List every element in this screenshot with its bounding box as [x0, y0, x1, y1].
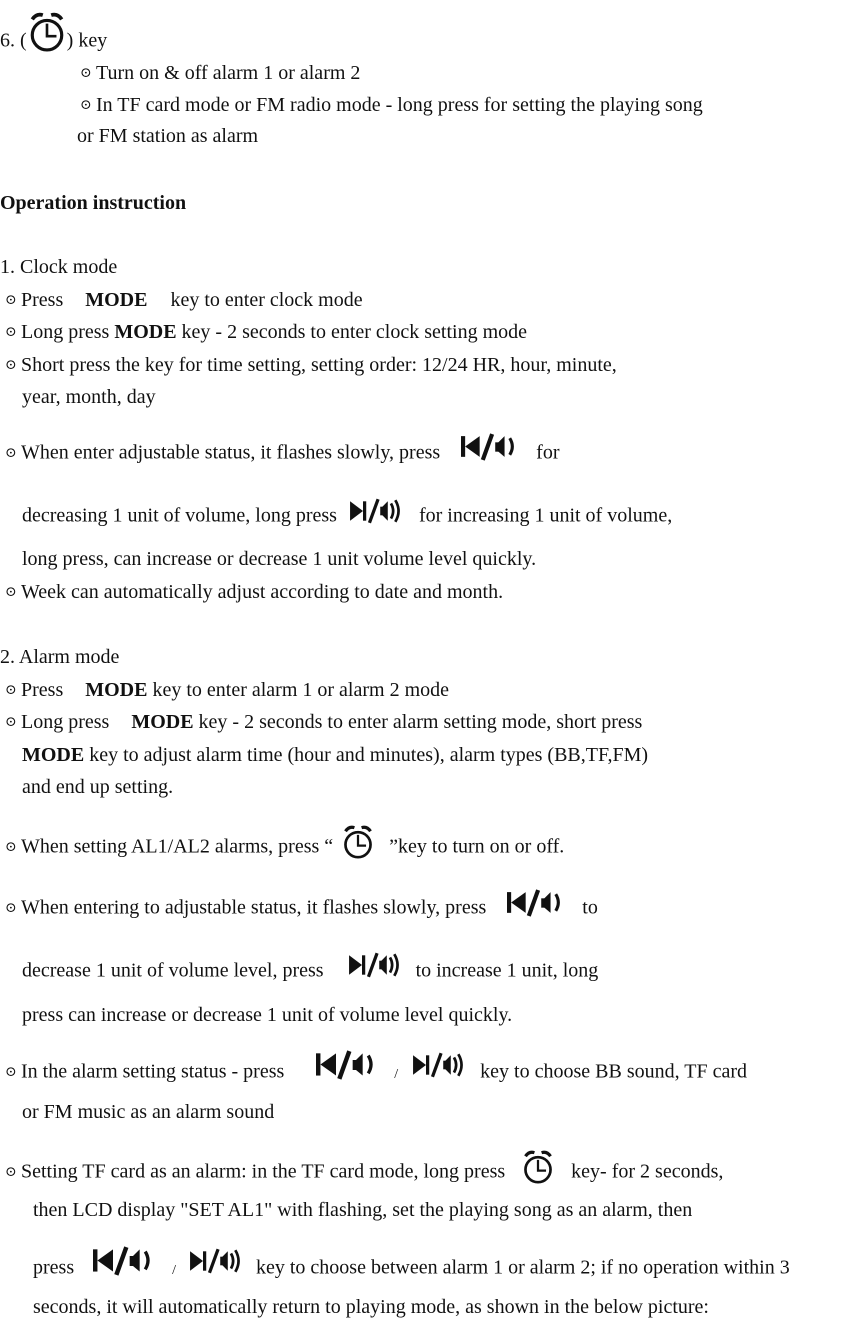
continuation-line [33, 1254, 790, 1284]
continuation-text: year, month, day [22, 386, 156, 408]
continuation-line [22, 743, 648, 767]
continuation-text: or FM music as an alarm sound [22, 1101, 275, 1123]
alarm-clock-icon [27, 12, 67, 52]
mode-key-label: MODE [114, 321, 177, 343]
separator: / [394, 1066, 399, 1082]
list-item [5, 1156, 723, 1190]
bullet-icon: ⊙ [5, 683, 17, 698]
text: Long press [21, 321, 115, 343]
section6-title [0, 22, 107, 62]
next-volume-up-icon [410, 1051, 470, 1079]
bullet-icon: ⊙ [5, 293, 17, 308]
text: key to choose BB sound, TF card [480, 1060, 747, 1083]
text: ”key to turn on or off. [389, 835, 565, 858]
continuation-text: or FM station as alarm [77, 125, 259, 147]
continuation-line [22, 958, 598, 986]
list-item [5, 895, 598, 923]
text: key to choose between alarm 1 or alarm 2; if no operation within 3 [256, 1256, 790, 1279]
list-item [5, 440, 560, 468]
bullet-icon: ⊙ [5, 445, 17, 461]
text: to [582, 896, 598, 919]
text: to increase 1 unit, long [415, 959, 599, 982]
text: for increasing 1 unit of volume, [418, 504, 673, 527]
prev-volume-down-icon [86, 1246, 160, 1276]
bullet-icon: ⊙ [5, 715, 17, 730]
section-heading: Operation instruction [0, 192, 187, 214]
next-volume-up-icon [346, 951, 406, 979]
continuation-text: press can increase or decrease 1 unit of volume level quickly. [22, 1004, 513, 1026]
list-item [5, 678, 449, 705]
bullet-icon: ⊙ [5, 585, 17, 600]
text: Press [21, 289, 64, 311]
text: Setting TF card as an alarm: in the TF card mode, long press [21, 1160, 506, 1183]
text: key to adjust alarm time (hour and minutes), alarm types (BB,TF,FM) [84, 744, 649, 766]
text: decrease 1 unit of volume level, press [22, 959, 324, 982]
bullet-icon: ⊙ [5, 1164, 17, 1180]
list-item [5, 710, 642, 737]
text: When setting AL1/AL2 alarms, press “ [21, 835, 334, 858]
mode-key-label: MODE [131, 711, 194, 733]
text: key to enter alarm 1 or alarm 2 mode [147, 679, 450, 701]
bullet-icon: ⊙ [80, 98, 92, 113]
next-volume-up-icon [345, 497, 409, 525]
continuation-text: then LCD display "SET AL1" with flashing, set the playing song as an alarm, then [33, 1199, 693, 1221]
list-item [5, 1058, 747, 1088]
text: key- for 2 seconds, [571, 1160, 724, 1183]
separator: / [172, 1262, 176, 1278]
clock-mode-title: 1. Clock mode [0, 256, 118, 278]
title-prefix: 6. ( [0, 29, 27, 52]
text: decreasing 1 unit of volume, long press [22, 504, 337, 527]
list-item [5, 288, 363, 315]
continuation-line [22, 503, 672, 531]
text: key - 2 seconds to enter alarm setting mode, short press [193, 711, 643, 733]
prev-volume-down-icon [310, 1050, 382, 1080]
item-text: In TF card mode or FM radio mode - long press for setting the playing song [96, 94, 703, 116]
list-item [5, 320, 527, 347]
text: Short press the key for time setting, setting order: 12/24 HR, hour, minute, [21, 354, 617, 376]
continuation-text: long press, can increase or decrease 1 unit volume level quickly. [22, 548, 537, 570]
alarm-mode-title: 2. Alarm mode [0, 646, 120, 668]
mode-key-label: MODE [85, 289, 148, 311]
bullet-icon: ⊙ [5, 900, 17, 916]
bullet-icon: ⊙ [5, 839, 17, 855]
text: Week can automatically adjust according to date and month. [21, 581, 504, 603]
alarm-clock-icon [341, 825, 375, 859]
text: press [33, 1256, 75, 1279]
list-item [80, 61, 360, 88]
text: Press [21, 679, 64, 701]
prev-volume-down-icon [500, 889, 570, 917]
text: In the alarm setting status - press [21, 1060, 285, 1083]
bullet-icon: ⊙ [5, 1064, 17, 1080]
alarm-clock-icon [521, 1150, 555, 1184]
bullet-icon: ⊙ [5, 358, 17, 373]
mode-key-label: MODE [22, 744, 85, 766]
next-volume-up-icon [188, 1247, 246, 1275]
text: When entering to adjustable status, it flashes slowly, press [21, 896, 487, 919]
bullet-icon: ⊙ [5, 325, 17, 340]
bullet-icon: ⊙ [80, 66, 92, 81]
list-item [80, 93, 703, 120]
text: Long press [21, 711, 110, 733]
item-text: Turn on & off alarm 1 or alarm 2 [96, 62, 361, 84]
prev-volume-down-icon [454, 433, 524, 461]
text: key to enter clock mode [170, 289, 363, 311]
title-suffix: ) key [66, 29, 108, 52]
text: When enter adjustable status, it flashes slowly, press [21, 441, 441, 464]
list-item [5, 831, 564, 865]
list-item [5, 353, 617, 380]
text: key - 2 seconds to enter clock setting mode [176, 321, 528, 343]
text: for [536, 441, 560, 464]
continuation-text: and end up setting. [22, 776, 174, 798]
continuation-text: seconds, it will automatically return to playing mode, as shown in the below picture: [33, 1296, 709, 1318]
list-item [5, 580, 503, 607]
mode-key-label: MODE [85, 679, 148, 701]
